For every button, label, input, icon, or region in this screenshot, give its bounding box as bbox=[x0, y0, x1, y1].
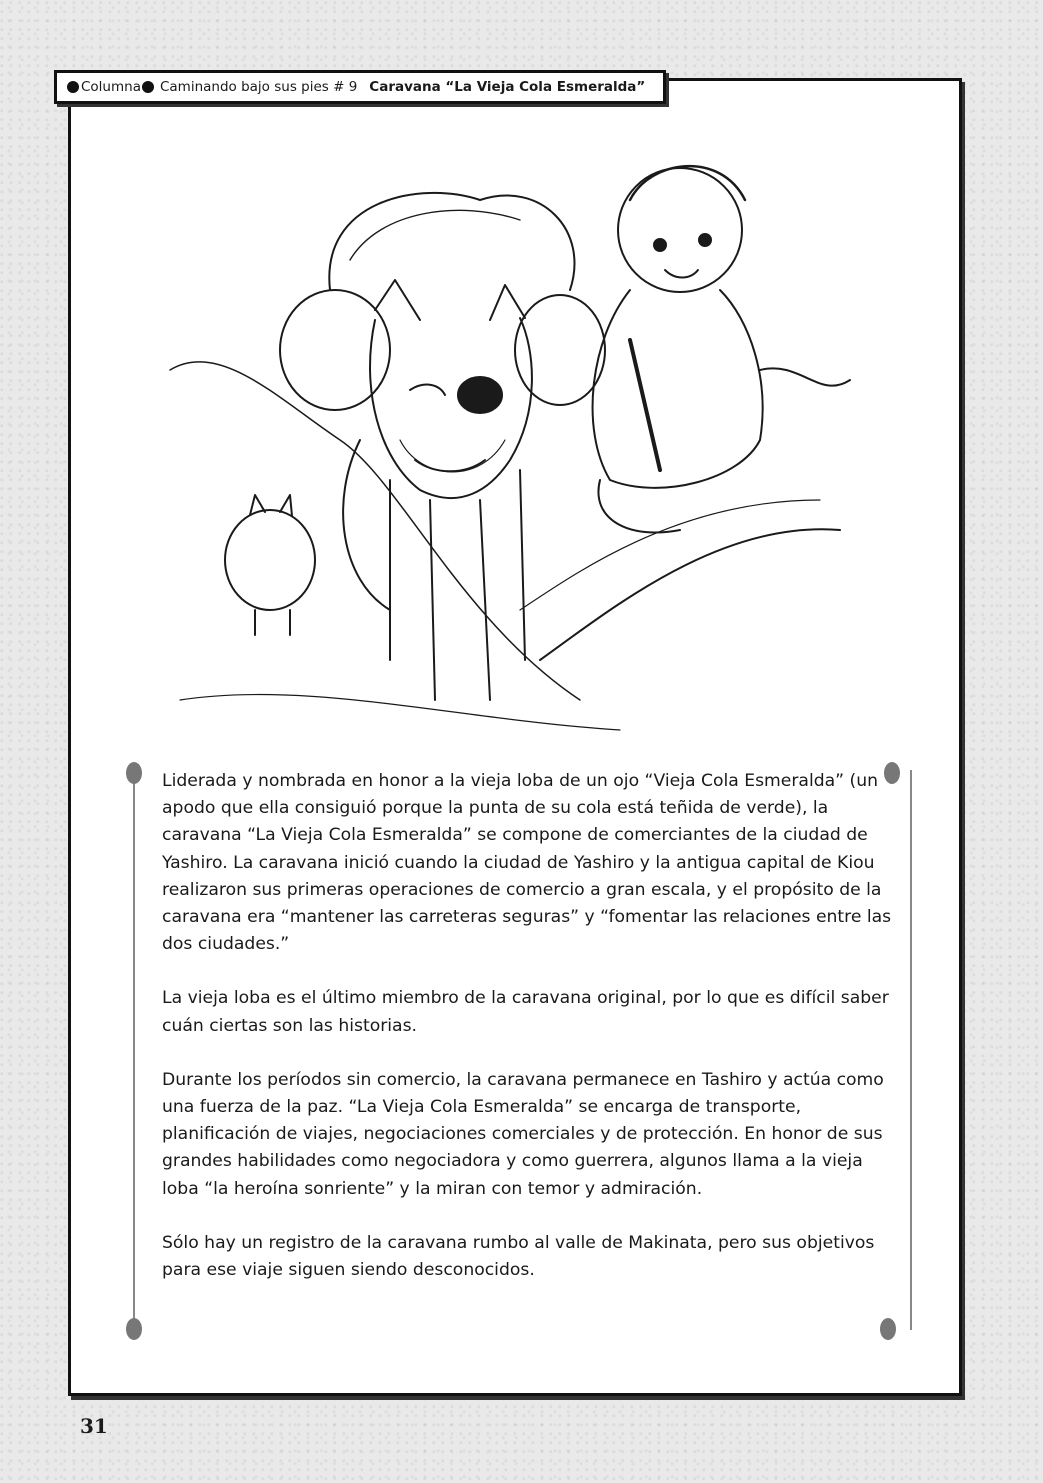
bullet-icon bbox=[67, 81, 79, 93]
frame-line-right bbox=[910, 770, 912, 1330]
paragraph: Liderada y nombrada en honor a la vieja loba de un ojo “Vieja Cola Esmeralda” (un apodo que ella consiguió porque la punta de su cola está teñida de verde), la caravana “La Vieja Cola Esmeralda” se compone de comerciantes de la ciudad de Yashiro. La caravana inició cuando la ciudad de Yashiro y la antigua capital de Kiou realizaron sus primeras operaciones de comercio a gran escala, y el propósito de la caravana era “mantener las carreteras seguras” y “fomentar las relaciones entre las dos ciudades.” bbox=[162, 771, 892, 955]
page-number: 31 bbox=[80, 1414, 108, 1438]
wolf-caravan-illustration bbox=[160, 140, 880, 740]
frame-knob-icon bbox=[126, 762, 142, 784]
bullet-icon bbox=[142, 81, 154, 93]
frame-knob-icon bbox=[126, 1318, 142, 1340]
column-header bbox=[54, 70, 666, 104]
column-label: Columna bbox=[81, 79, 141, 95]
frame-line-left bbox=[133, 770, 135, 1330]
paragraph: Sólo hay un registro de la caravana rumbo al valle de Makinata, pero sus objetivos para ese viaje siguen siendo desconocidos. bbox=[162, 1232, 875, 1281]
series-label: Caminando bajo sus pies # 9 bbox=[159, 79, 358, 95]
column-title: Caravana “La Vieja Cola Esmeralda” bbox=[369, 79, 646, 95]
frame-knob-icon bbox=[880, 1318, 896, 1340]
paragraph: Durante los períodos sin comercio, la caravana permanece en Tashiro y actúa como una fuerza de la paz. “La Vieja Cola Esmeralda” se encarga de transporte, planificación de viajes, negociaciones comerciales y de protección. En honor de sus grandes habilidades como negociadora y como guerrera, algunos llama a la vieja loba “la heroína sonriente” y la miran con temor y admiración. bbox=[162, 1069, 884, 1199]
article-body bbox=[162, 768, 902, 1311]
paragraph: La vieja loba es el último miembro de la caravana original, por lo que es difícil saber cuán ciertas son las historias. bbox=[162, 988, 889, 1036]
